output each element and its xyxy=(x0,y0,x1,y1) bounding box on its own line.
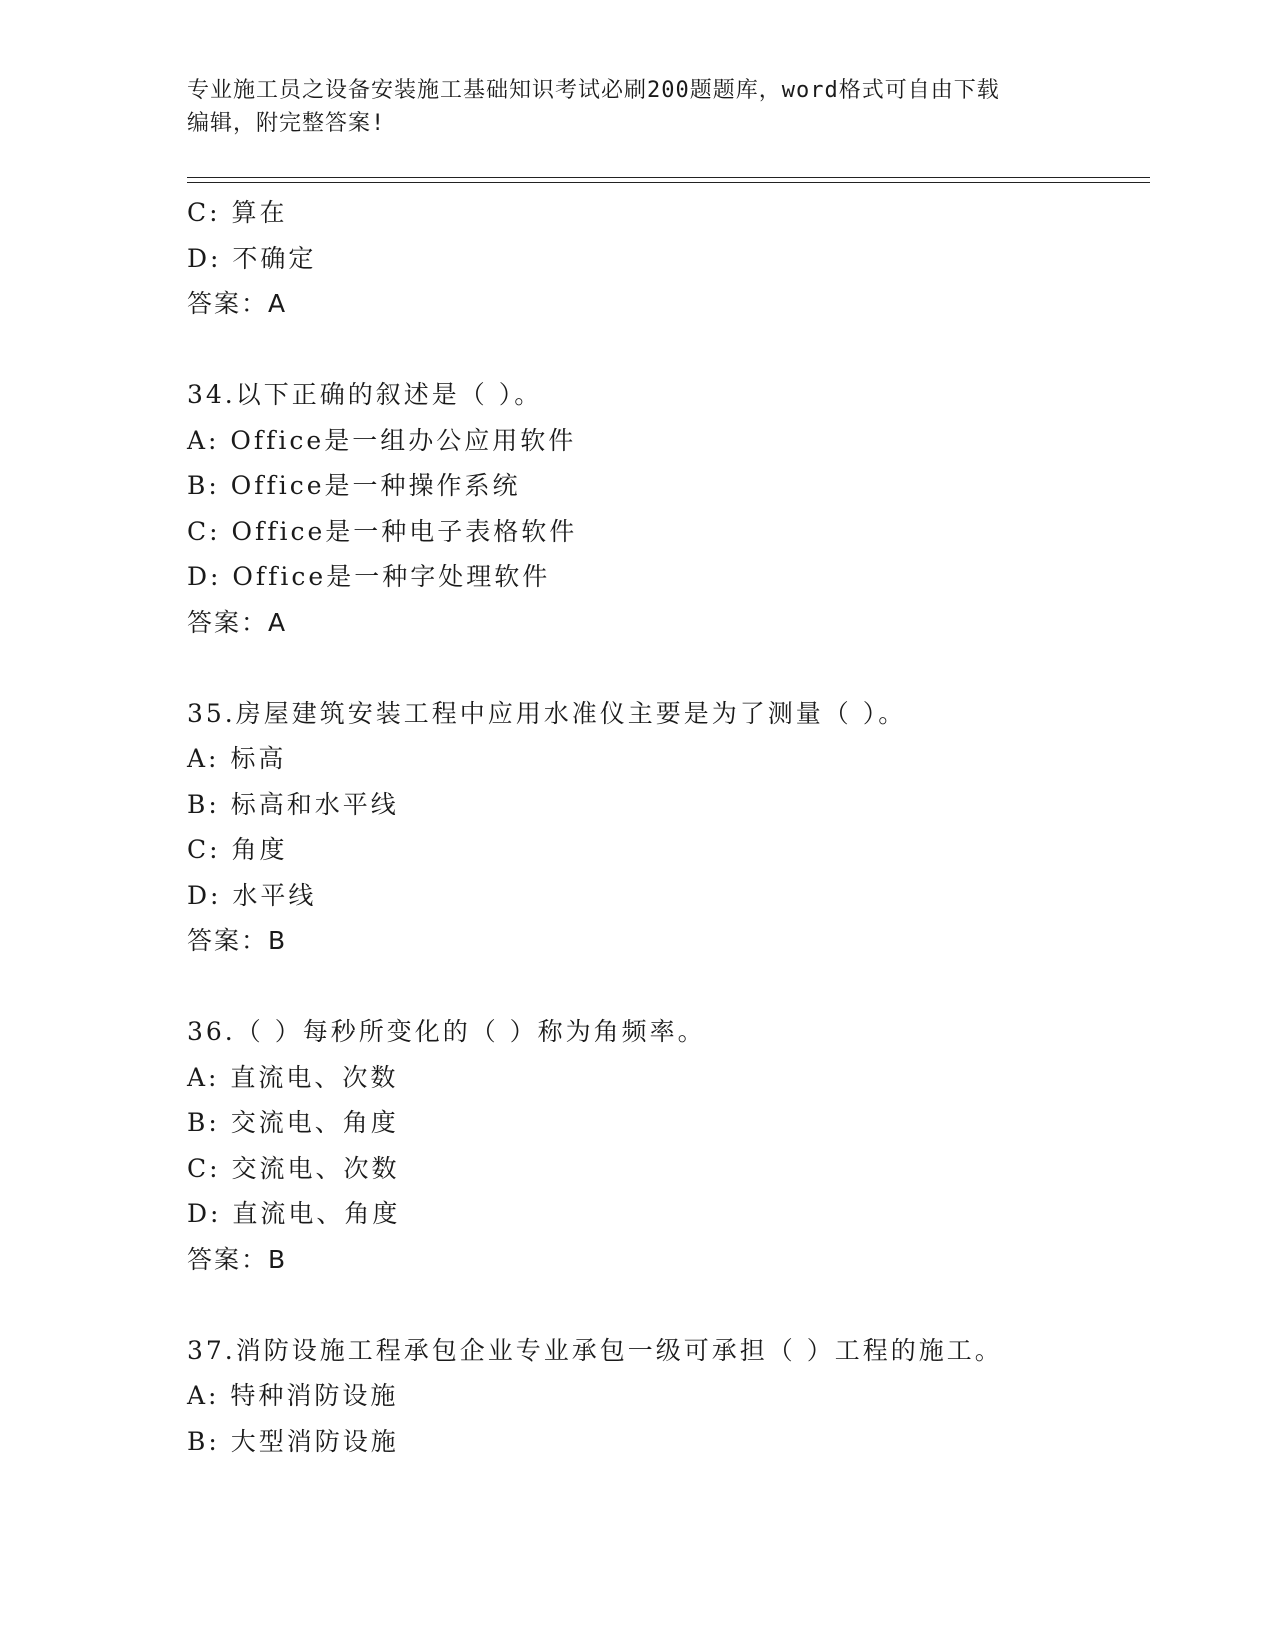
q35-stem: 35.房屋建筑安装工程中应用水准仪主要是为了测量（ ）。 xyxy=(187,698,907,728)
q36-option-a: A: 直流电、次数 xyxy=(187,1062,399,1092)
q35-option-a: A: 标高 xyxy=(187,744,287,773)
header-divider-top xyxy=(187,177,1150,178)
q34-option-a: A: Office是一组办公应用软件 xyxy=(187,425,577,455)
q36-stem: 36.（ ）每秒所变化的（ ）称为角频率。 xyxy=(187,1017,706,1046)
q36-option-b: B: 交流电、角度 xyxy=(187,1108,399,1137)
spacer xyxy=(187,964,1147,1010)
q35-answer: 答案：B xyxy=(187,926,288,955)
q34-stem: 34.以下正确的叙述是（ ）。 xyxy=(187,380,543,409)
spacer xyxy=(187,645,1147,691)
q37-option-a: A: 特种消防设施 xyxy=(187,1381,399,1410)
q34-option-c: C: Office是一种电子表格软件 xyxy=(187,516,578,546)
q36-option-c: C: 交流电、次数 xyxy=(187,1153,400,1183)
q35-option-b: B: 标高和水平线 xyxy=(187,789,399,819)
header-line-1: 专业施工员之设备安装施工基础知识考试必刷200题题库，word格式可自由下载 xyxy=(187,78,1000,103)
header-divider-bottom xyxy=(187,182,1150,183)
q35-option-c: C: 角度 xyxy=(187,835,288,864)
q34-option-b: B: Office是一种操作系统 xyxy=(187,471,521,500)
q37-option-b: B: 大型消防设施 xyxy=(187,1426,399,1456)
document-header xyxy=(187,74,1087,140)
q35-option-d: D: 水平线 xyxy=(187,880,317,910)
q37-stem: 37.消防设施工程承包企业专业承包一级可承担（ ）工程的施工。 xyxy=(187,1335,1003,1365)
header-line-2: 编辑，附完整答案! xyxy=(187,111,386,136)
q33-option-d: D: 不确定 xyxy=(187,243,317,273)
q33-answer: 答案：A xyxy=(187,289,288,318)
q34-option-d: D: Office是一种字处理软件 xyxy=(187,562,551,591)
question-list xyxy=(187,190,1147,1464)
spacer xyxy=(187,327,1147,373)
spacer xyxy=(187,1282,1147,1328)
q33-option-c: C: 算在 xyxy=(187,198,288,227)
q36-answer: 答案：B xyxy=(187,1244,288,1274)
q34-answer: 答案：A xyxy=(187,607,288,637)
q36-option-d: D: 直流电、角度 xyxy=(187,1199,401,1228)
